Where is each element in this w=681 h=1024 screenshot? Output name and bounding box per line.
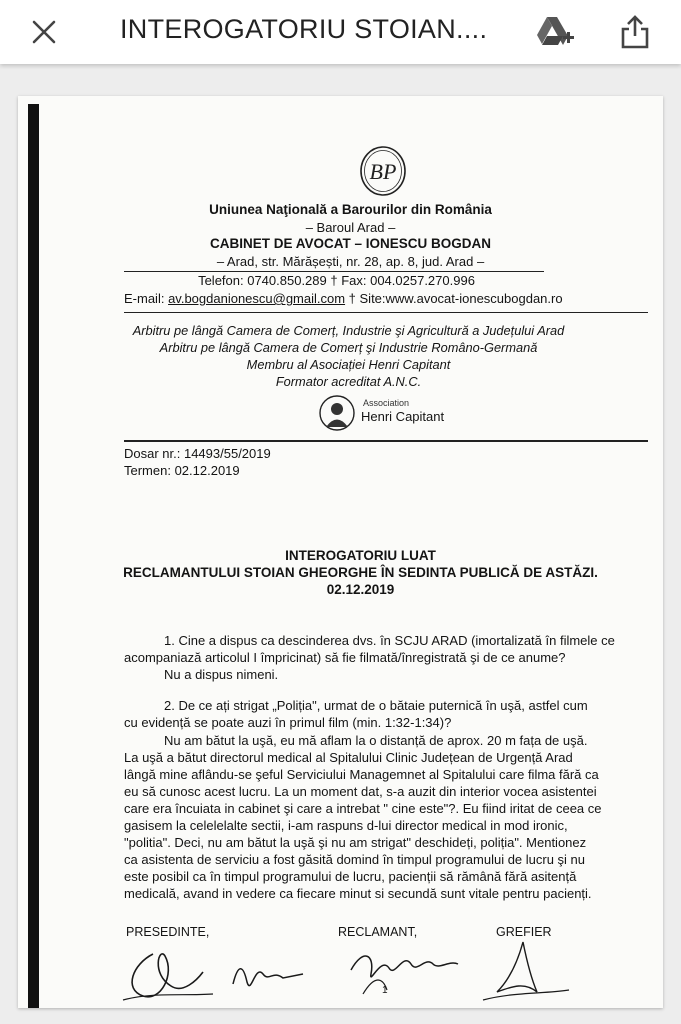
handwritten-signatures (113, 934, 583, 1008)
page-number: 1 (382, 985, 388, 996)
body-line: La uşă a bătut directorul medical al Spitalului Clinic Județean de Urgență Arad (124, 750, 573, 765)
body-line: 2. De ce ați strigat „Poliția", urmat de o bătaie puternică în uşă, astfel cum (164, 698, 588, 713)
close-button[interactable] (22, 12, 66, 52)
bar-name: – Baroul Arad – (305, 220, 396, 235)
signature-label-presedinte: PRESEDINTE, (126, 925, 210, 939)
add-to-drive-button[interactable] (530, 12, 580, 52)
body-line: Nu a dispus nimeni. (164, 667, 279, 682)
body-line: "politia". Deci, nu am bătut la uşă şi nu am strigat" deschideți, poliția". Mentionez (124, 835, 587, 850)
share-button[interactable] (612, 10, 658, 54)
email-link[interactable]: av.bogdanionescu@gmail.com (168, 291, 346, 306)
body-line: ca asistenta de serviciu a fost găsită domind în timpul programului de lucru şi nu (124, 852, 586, 867)
document-page[interactable] (18, 96, 663, 1008)
document-content (18, 96, 663, 1008)
email-label: E-mail: (124, 291, 169, 306)
association-portrait-logo (318, 394, 356, 432)
credential-line: Formator acreditat A.N.C. (275, 374, 422, 389)
association-label-small: Association (363, 398, 410, 408)
body-line: lângă mine aflându-se şeful Serviciului Managemnet al Spitalului care filma fără ca (124, 767, 599, 782)
credential-line: Arbitru pe lângă Camera de Comerț, Industrie şi Agricultură a Județului Arad (132, 323, 565, 338)
credential-line: Arbitru pe lângă Camera de Comerț şi Industrie Româno-Germană (159, 340, 538, 355)
body-line: medicală, avand in vedere ca fiecare minut si secundă sunt vitale pentru pacienți. (124, 886, 592, 901)
heading-line-2: RECLAMANTULUI STOIAN GHEORGHE ÎN SEDINTA PUBLICĂ DE ASTĂZI. (123, 565, 598, 580)
document-title: INTEROGATORIU STOIAN.... (120, 14, 488, 44)
close-icon (31, 19, 57, 45)
heading-line-1: INTEROGATORIU LUAT (285, 548, 436, 563)
body-line: acompaniază articolul I împricinat) să fie filmată/înregistrată şi de ce anume? (124, 650, 566, 665)
body-line: 1. Cine a dispus ca descinderea dvs. în SCJU ARAD (imortalizată în filmele ce (164, 633, 615, 648)
body-line: eu să cunosc acest lucru. La un moment dat, s-a auzit din interior vocea asistentei (124, 784, 597, 799)
association-name: Henri Capitant (361, 409, 445, 424)
contact-phone: Telefon: 0740.850.289 † Fax: 004.0257.270.996 (198, 273, 475, 288)
share-icon (619, 14, 651, 50)
credentials-divider (124, 440, 648, 442)
case-number: Dosar nr.: 14493/55/2019 (124, 446, 271, 461)
org-name: Uniunea Naţională a Barourilor din România (209, 202, 492, 217)
top-app-bar (0, 0, 681, 64)
body-line: care era încuiata in cabinet şi care a intrebat " cine este"?. Eu fiind iritat de ceea ce (124, 801, 602, 816)
signature-label-reclamant: RECLAMANT, (338, 925, 418, 939)
header-divider (124, 271, 544, 272)
body-line: cu evidență se poate auzi în primul film (min. 1:32-1:34)? (124, 715, 452, 730)
body-line: Nu am bătut la uşă, eu mă aflam la o distanță de aprox. 20 m fața de uşă. (164, 733, 588, 748)
case-term: Termen: 02.12.2019 (124, 463, 240, 478)
contact-email-line (124, 291, 563, 306)
bar-monogram-logo (358, 144, 408, 198)
cabinet-address: – Arad, str. Mărășești, nr. 28, ap. 8, jud. Arad – (216, 254, 485, 269)
heading-line-3: 02.12.2019 (326, 582, 395, 597)
contact-divider (124, 312, 648, 313)
cabinet-name: CABINET DE AVOCAT – IONESCU BOGDAN (209, 236, 491, 251)
add-to-drive-icon (535, 15, 575, 49)
signature-label-grefier: GREFIER (496, 925, 552, 939)
credential-line: Membru al Asociației Henri Capitant (246, 357, 451, 372)
website: † Site:www.avocat-ionescubogdan.ro (345, 291, 563, 306)
svg-text:BP: BP (369, 159, 397, 184)
body-line: gasisem la celelelalte sectii, i-am raspuns d-lui director medical in mod ironic, (124, 818, 568, 833)
body-line: este posibil ca în timpul programului de lucru, pacienții să rămână fără asitență (124, 869, 577, 884)
